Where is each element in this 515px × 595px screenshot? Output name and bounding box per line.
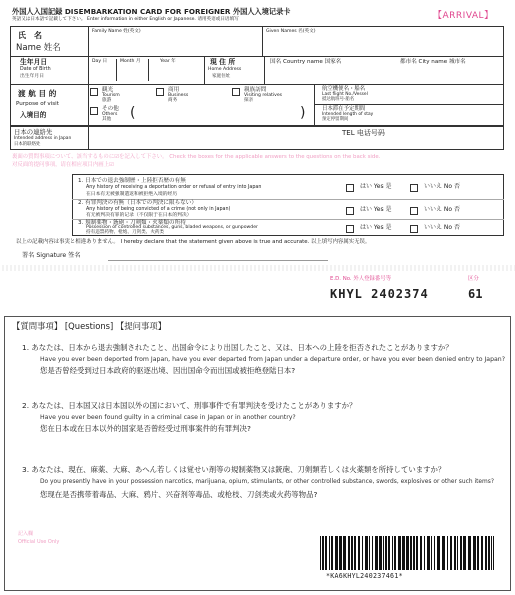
family-name-field[interactable] (90, 37, 260, 54)
barcode-bar (388, 536, 390, 570)
flight-number-field[interactable] (380, 88, 500, 102)
purpose-business-zh: 商务 (168, 98, 178, 103)
purpose-others-ja: その他 (102, 106, 119, 112)
purpose-label-en: Purpose of visit (16, 101, 59, 107)
home-label-en: Home Address (208, 67, 242, 72)
back-side-instruction-zh: 对反面的提问事项，请在相应项目内画上☑ (12, 162, 114, 168)
barcode-bar (392, 536, 393, 570)
ed-section-caption: 区分 (468, 276, 479, 282)
name-label-en: Name 姓名 (16, 43, 61, 53)
question-1-no-label: いいえ No 否 (424, 183, 460, 190)
barcode-bar (450, 536, 452, 570)
barcode-bar (358, 536, 360, 570)
barcode-bar (491, 536, 492, 570)
barcode (318, 536, 496, 570)
others-open-paren: ( (130, 105, 136, 121)
purpose-others-zh: 其他 (102, 117, 112, 122)
purpose-visiting-ja: 親族訪問 (244, 87, 267, 93)
contact-label-en: Intended address in Japan (14, 136, 72, 141)
barcode-bar (329, 536, 330, 570)
barcode-bar (457, 536, 458, 570)
purpose-label-ja: 渡 航 目 的 (18, 89, 57, 98)
flight-caption-zh: 抵达航班号·船名 (322, 97, 355, 102)
question-3-zh: 持有违禁药物、枪炮、刀剑类、火药类 (86, 230, 165, 235)
purpose-others-en: Others (102, 112, 118, 117)
question-1-no-checkbox[interactable] (410, 184, 418, 192)
barcode-bar (413, 536, 415, 570)
barcode-bar (416, 536, 418, 570)
back-question-1-ja: 1. あなたは、日本から退去強制されたこと、出国命令により出国したこと、又は、日本への上陸を拒否されたことがありますか？ (22, 343, 453, 352)
purpose-others-field[interactable] (138, 108, 298, 120)
question-3-yes-checkbox[interactable] (346, 225, 354, 233)
barcode-bar (394, 536, 396, 570)
barcode-bar (398, 536, 401, 570)
home-country-caption: 国名 Country name 国家名 (270, 59, 342, 65)
perforation-line (0, 265, 515, 271)
purpose-others-checkbox[interactable] (90, 107, 98, 115)
back-question-2-ja: 2. あなたは、日本国又は日本国以外の国において、刑事事件で有罪判決を受けたことがありますか？ (22, 401, 357, 410)
declaration-text: 以上の記載内容は事実と相違ありません。 I hereby declare that the statement given above is true and accurate. 以上填写内容属实无误。 (16, 239, 371, 245)
given-names-field[interactable] (264, 37, 500, 54)
barcode-bar (460, 536, 462, 570)
barcode-bar (402, 536, 405, 570)
home-address-field[interactable] (266, 67, 500, 82)
dob-field[interactable] (90, 66, 200, 81)
barcode-bar (431, 536, 432, 570)
purpose-tourism-ja: 観光 (102, 87, 114, 93)
card-title: 外国人入国記録 DISEMBARKATION CARD FOR FOREIGNER 外国人入境记录卡 (12, 7, 291, 16)
question-3-yes-label: はい Yes 是 (360, 224, 392, 231)
ed-number: KHYL 2402374 (330, 287, 429, 301)
barcode-bars (318, 536, 496, 570)
barcode-bar (424, 536, 425, 570)
back-question-3-zh: 您现在是否携带着毒品、大麻、鸦片、兴奋剂等毒品、或枪枝、刀剑类或火药等物品? (40, 490, 318, 499)
barcode-bar (406, 536, 409, 570)
barcode-bar (420, 536, 422, 570)
purpose-label-zh: 入境目的 (20, 111, 47, 119)
question-3-no-checkbox[interactable] (410, 225, 418, 233)
purpose-tourism-checkbox[interactable] (90, 88, 98, 96)
barcode-bar (343, 536, 346, 570)
barcode-bar (325, 536, 327, 570)
barcode-bar (463, 536, 466, 570)
dob-label-ja: 生年月日 (20, 58, 48, 66)
official-use-label-en: Official Use Only (18, 539, 60, 545)
barcode-bar (493, 536, 494, 570)
ed-section: 61 (468, 287, 483, 301)
purpose-tourism-zh: 旅游 (102, 98, 112, 103)
purpose-visiting-zh: 探亲 (244, 98, 254, 103)
stay-caption-zh: 预定停留期间 (322, 117, 349, 122)
barcode-bar (481, 536, 483, 570)
dob-day-caption: Day 日 (92, 59, 108, 64)
barcode-bar (320, 536, 321, 570)
arrival-tag: 【ARRIVAL】 (433, 11, 494, 21)
stay-length-field[interactable] (380, 107, 500, 122)
signature-field[interactable] (108, 248, 328, 260)
question-2-en: Any history of being convicted of a crime (not only in Japan) (86, 207, 231, 212)
flight-caption-en: Last flight No./Vessel (322, 92, 368, 97)
barcode-bar (437, 536, 440, 570)
question-1-ja: 1. 日本での退去強制歴・上陸拒否歴の有無 (78, 178, 186, 184)
purpose-tourism-en: Tourism (102, 93, 120, 98)
signature-label: 署名 Signature 签名 (22, 252, 81, 259)
barcode-bar (442, 536, 445, 570)
back-question-1-en: Have you ever been deported from Japan, have you ever departed from Japan under a departure order, or have you ever been denied entry to Japan? (40, 356, 506, 363)
barcode-bar (454, 536, 456, 570)
home-label-zh: 家庭住址 (212, 74, 231, 79)
official-use-label-ja: 記入欄 (18, 531, 34, 537)
barcode-bar (322, 536, 324, 570)
barcode-bar (383, 536, 384, 570)
barcode-bar (477, 536, 479, 570)
barcode-bar (410, 536, 412, 570)
barcode-bar (362, 536, 363, 570)
question-1-yes-checkbox[interactable] (346, 184, 354, 192)
contact-address-field[interactable] (90, 128, 320, 148)
question-2-yes-checkbox[interactable] (346, 207, 354, 215)
question-1-en: Any history of receiving a deportation order or refusal of entry into Japan (86, 185, 262, 190)
barcode-bar (379, 536, 382, 570)
question-3-ja: 3. 規制薬物・銃砲・刀剣類・火薬類の所持 (78, 220, 186, 226)
purpose-business-ja: 商用 (168, 87, 180, 93)
question-2-no-checkbox[interactable] (410, 207, 418, 215)
purpose-business-en: Business (168, 93, 189, 98)
dob-year-caption: Year 年 (160, 59, 176, 64)
barcode-bar (473, 536, 476, 570)
back-question-3-en: Do you presently have in your possession narcotics, marijuana, opium, stimulants, or other controlled substance, swords, explosives or other such items? (40, 479, 494, 485)
given-names-caption: Given Names 名(英文) (266, 29, 316, 34)
dob-label-en: Date of Birth (20, 67, 51, 72)
barcode-bar (354, 536, 356, 570)
disembarkation-card (8, 4, 508, 262)
back-question-3-ja: 3. あなたは、現在、麻薬、大麻、あへん若しくは覚せい剤等の規制薬物又は銃砲、刀剣類若しくは火薬類を所持していますか？ (22, 465, 446, 474)
question-2-zh: 有无被判决有罪的记录（不仅限于在日本的判决） (86, 213, 192, 218)
back-question-2-zh: 您在日本或在日本以外的国家是否曾经受过刑事案件的有罪判决? (40, 424, 251, 433)
question-2-yes-label: はい Yes 是 (360, 206, 392, 213)
question-1-yes-label: はい Yes 是 (360, 183, 392, 190)
barcode-bar (447, 536, 448, 570)
barcode-text: *KA6KHYL240237461* (326, 572, 403, 580)
card-instructions: 英語又は日本語で記載して下さい。 Enter information in either English or Japanese. 请用英语或日语填写 (12, 17, 239, 22)
stay-caption-en: Intended length of stay (322, 112, 374, 117)
home-city-caption: 都市名 City name 城市名 (400, 59, 466, 65)
others-close-paren: ) (300, 105, 306, 121)
barcode-bar (375, 536, 378, 570)
barcode-bar (488, 536, 490, 570)
name-label-ja: 氏 名 (18, 31, 42, 40)
purpose-visiting-en: Visiting relatives (244, 93, 283, 98)
barcode-bar (434, 536, 435, 570)
barcode-bar (331, 536, 333, 570)
barcode-bar (339, 536, 342, 570)
question-2-ja: 2. 有罪判決の有無（日本での判決に限らない） (78, 200, 197, 206)
contact-label-zh: 日本的联络处 (14, 142, 41, 147)
barcode-bar (348, 536, 350, 570)
ed-number-caption: E.D. No. 外人登録番号等 (330, 276, 392, 282)
barcode-bar (372, 536, 373, 570)
dob-month-caption: Month 月 (120, 59, 141, 64)
back-side-instruction: 裏面の質問事項について、該当するものに☑を記入して下さい。 Check the boxes for the applicable answers to the questions on the back side. (12, 154, 381, 160)
question-2-no-label: いいえ No 否 (424, 206, 460, 213)
barcode-bar (427, 536, 430, 570)
purpose-business-checkbox[interactable] (156, 88, 164, 96)
family-name-caption: Family Name 姓(英文) (92, 29, 141, 34)
back-question-2-en: Have you ever been found guilty in a criminal case in Japan or in another country? (40, 414, 296, 421)
barcode-bar (468, 536, 471, 570)
contact-label-ja: 日本の連絡先 (14, 128, 53, 136)
stay-caption: 日本滞在予定期間 (322, 106, 366, 112)
barcode-bar (485, 536, 487, 570)
questions-heading: 【質問事項】 [Questions] 【提问事项】 (12, 321, 167, 331)
barcode-bar (351, 536, 353, 570)
purpose-visiting-checkbox[interactable] (232, 88, 240, 96)
barcode-bar (335, 536, 338, 570)
contact-tel-field[interactable] (342, 138, 500, 148)
question-3-no-label: いいえ No 否 (424, 224, 460, 231)
home-label-ja: 現 住 所 (210, 58, 236, 66)
dob-label-zh: 出生年月日 (20, 74, 44, 79)
back-question-1-zh: 您是否曾经受到过日本政府的驱逐出境、因出国命令而出国或被拒绝登陆日本? (40, 366, 296, 375)
flight-caption: 航空機便名・船名 (322, 86, 366, 92)
barcode-bar (369, 536, 370, 570)
barcode-bar (385, 536, 387, 570)
barcode-bar (365, 536, 368, 570)
question-3-en: Possession of controlled substances, guns, bladed weapons, or gunpowder (86, 225, 258, 230)
question-1-zh: 在日本有无被强制遣返和被拒绝入境的经历 (86, 192, 178, 197)
contact-tel-label: TEL 电话号码 (342, 129, 385, 137)
